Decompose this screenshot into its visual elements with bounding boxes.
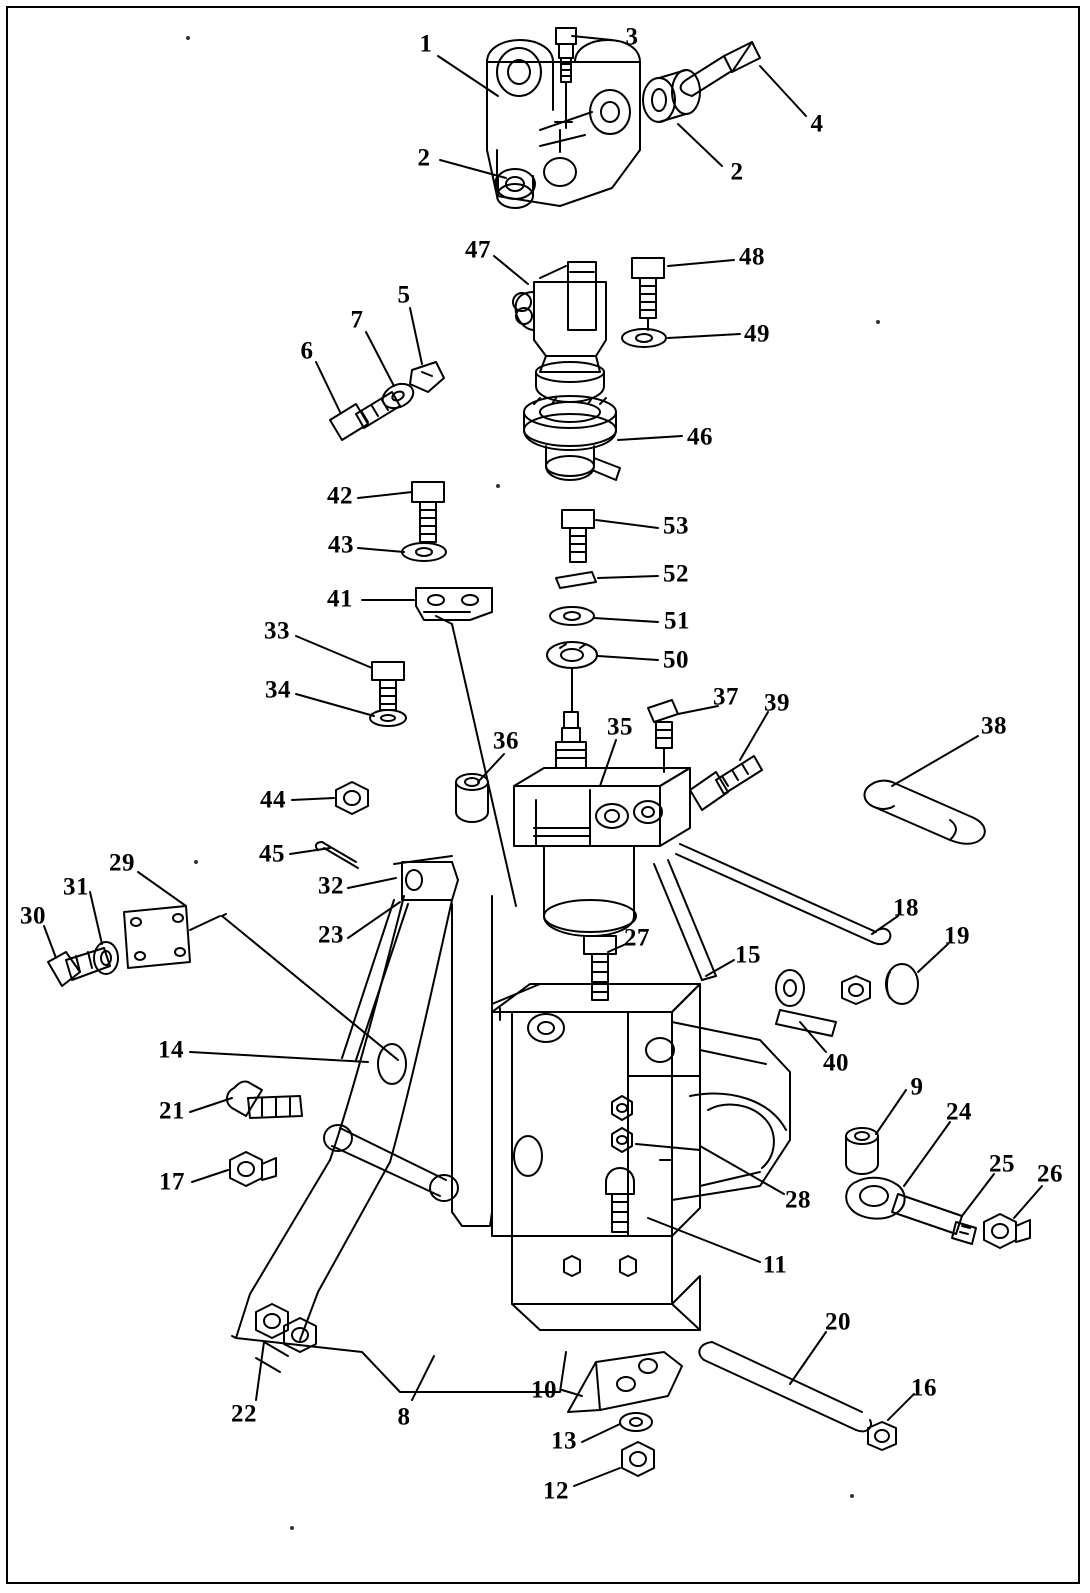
- callout-47: 47: [465, 236, 491, 264]
- part-19-cap: [886, 964, 918, 1004]
- callout-18: 18: [893, 894, 919, 922]
- part-35-valve-block: [514, 668, 690, 936]
- callout-4: 4: [810, 110, 824, 138]
- part-33-bolt: [372, 662, 404, 710]
- callout-22: 22: [231, 1400, 257, 1428]
- callout-9: 9: [910, 1073, 924, 1101]
- part-29-plate: [124, 906, 220, 968]
- part-20-rod: [699, 1342, 871, 1431]
- callout-2-right: 2: [730, 158, 744, 186]
- callout-14: 14: [158, 1036, 184, 1064]
- callout-17: 17: [159, 1168, 185, 1196]
- part-38-pin: [865, 781, 985, 844]
- callout-16: 16: [911, 1374, 937, 1402]
- callout-31: 31: [63, 873, 89, 901]
- callout-51: 51: [664, 607, 690, 635]
- callout-40: 40: [823, 1049, 849, 1077]
- part-48-bolt: [632, 258, 664, 330]
- callout-45: 45: [259, 840, 285, 868]
- callout-32: 32: [318, 872, 344, 900]
- callout-15: 15: [735, 941, 761, 969]
- callout-39: 39: [764, 689, 790, 717]
- callout-6: 6: [300, 337, 314, 365]
- part-49-washer: [622, 329, 666, 347]
- part-30-bolt: [48, 948, 110, 986]
- part-45-pin: [316, 842, 358, 868]
- callout-1: 1: [419, 30, 433, 58]
- part-51-washer: [550, 607, 594, 625]
- part-42-bolt: [412, 482, 444, 542]
- callout-50: 50: [663, 646, 689, 674]
- callout-46: 46: [687, 423, 713, 451]
- part-15-brace: [654, 860, 716, 980]
- part-9-bushing: [846, 1128, 878, 1174]
- callout-25: 25: [989, 1150, 1015, 1178]
- callout-34: 34: [265, 676, 291, 704]
- part-5-washer: [410, 362, 444, 392]
- callout-10: 10: [531, 1376, 557, 1404]
- part-53-bolt: [562, 510, 594, 562]
- callout-7: 7: [350, 306, 364, 334]
- callout-12: 12: [543, 1477, 569, 1505]
- part-13-washer: [620, 1413, 652, 1431]
- callout-5: 5: [397, 281, 411, 309]
- part-27-bolt: [584, 936, 616, 1000]
- callout-42: 42: [327, 482, 353, 510]
- part-34-washer: [370, 710, 406, 726]
- callout-20: 20: [825, 1308, 851, 1336]
- callout-30: 30: [20, 902, 46, 930]
- part-36-bushing: [456, 774, 488, 822]
- callout-21: 21: [159, 1097, 185, 1125]
- part-18-rod: [676, 844, 890, 944]
- callout-49: 49: [744, 320, 770, 348]
- callout-43: 43: [328, 531, 354, 559]
- part-11-bolt: [606, 1168, 634, 1232]
- part-50-seal: [547, 642, 597, 668]
- callout-37: 37: [713, 683, 739, 711]
- part-31-washer: [94, 942, 118, 974]
- callout-28: 28: [785, 1186, 811, 1214]
- part-46-base: [524, 396, 620, 480]
- callout-23: 23: [318, 921, 344, 949]
- callout-38: 38: [981, 712, 1007, 740]
- callout-8: 8: [397, 1403, 411, 1431]
- part-26-nut: [984, 1214, 1030, 1248]
- callout-33: 33: [264, 617, 290, 645]
- part-17-nut: [230, 1152, 276, 1186]
- callout-13: 13: [551, 1427, 577, 1455]
- part-12-nut: [622, 1442, 654, 1476]
- part-21-bolt: [227, 1081, 302, 1118]
- part-10-lever: [568, 1352, 682, 1412]
- callout-44: 44: [260, 786, 286, 814]
- part-4-pin: [681, 42, 760, 96]
- part-37-fitting: [648, 700, 678, 772]
- callout-35: 35: [607, 713, 633, 741]
- callout-53: 53: [663, 512, 689, 540]
- callout-19: 19: [944, 922, 970, 950]
- callout-3: 3: [625, 23, 639, 51]
- part-23-brace: [342, 900, 408, 1060]
- callout-11: 11: [762, 1251, 788, 1279]
- part-16-nut: [868, 1422, 896, 1450]
- callout-41: 41: [327, 585, 353, 613]
- part-22-nuts: [256, 1304, 316, 1372]
- callout-26: 26: [1037, 1160, 1063, 1188]
- callout-27: 27: [624, 924, 650, 952]
- callout-24: 24: [946, 1098, 972, 1126]
- part-40-washers: [776, 970, 870, 1036]
- callout-52: 52: [663, 560, 689, 588]
- part-41-plate: [416, 588, 492, 620]
- part-6-bolt: [330, 392, 400, 440]
- part-43-washer: [402, 543, 446, 561]
- callout-29: 29: [109, 849, 135, 877]
- part-52-key: [556, 572, 596, 588]
- callout-2-left: 2: [417, 144, 431, 172]
- callout-48: 48: [739, 243, 765, 271]
- part-44-nut: [336, 782, 368, 814]
- callout-36: 36: [493, 727, 519, 755]
- part-39-bolt: [690, 756, 762, 810]
